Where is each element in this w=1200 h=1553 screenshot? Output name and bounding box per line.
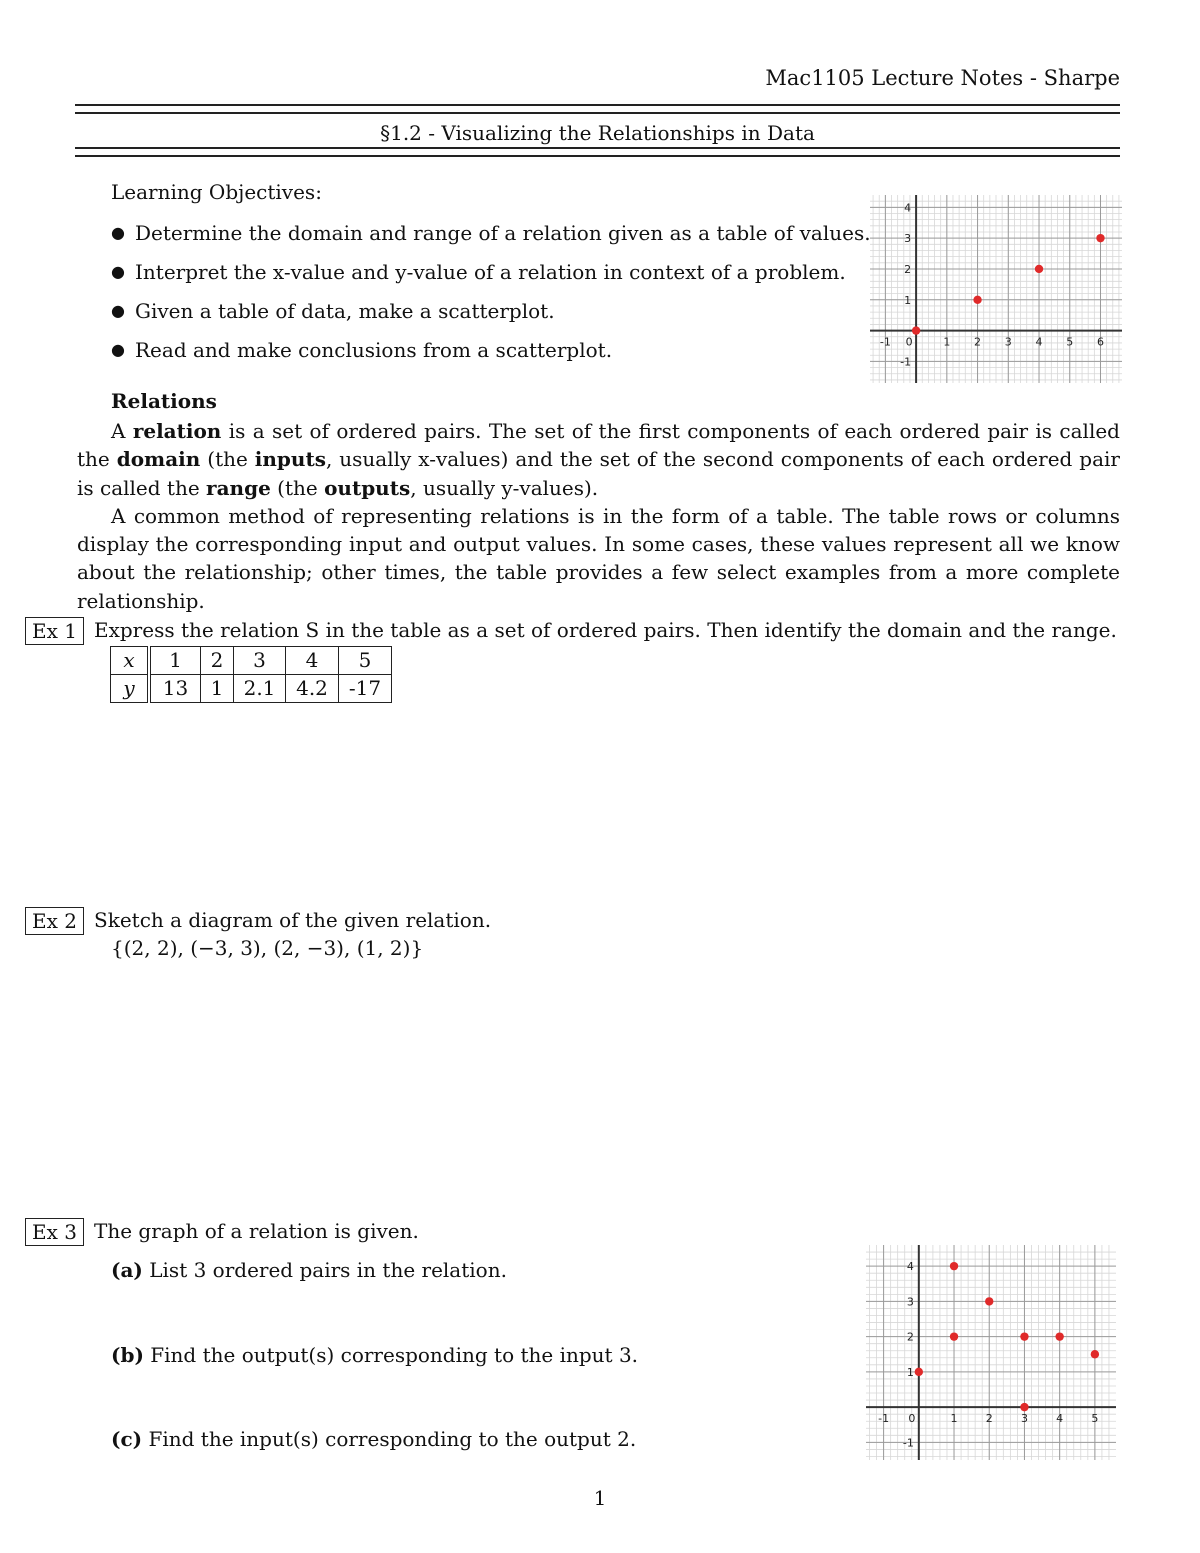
scatterplot-ex3 (866, 1245, 1116, 1460)
x-tick-label: 1 (950, 1412, 958, 1426)
rule (75, 104, 1120, 106)
relations-text (77, 417, 1120, 615)
y-tick-label: 3 (906, 1295, 914, 1309)
y-tick-label: 2 (906, 1330, 914, 1344)
y-tick-label: 4 (906, 1260, 914, 1274)
x-tick-label: 1 (943, 335, 951, 349)
objectives-list (111, 218, 871, 374)
y-tick-label: -1 (902, 1436, 914, 1450)
y-tick-label: 4 (904, 201, 912, 215)
ex2-set: {(2, 2), (−3, 3), (2, −3), (1, 2)} (111, 936, 424, 960)
section-title: §1.2 - Visualizing the Relationships in Data (380, 121, 815, 145)
x-tick-label: 6 (1096, 335, 1104, 349)
x-tick-label: 0 (908, 1412, 916, 1426)
data-point (950, 1262, 958, 1270)
y-tick-label: -1 (900, 355, 912, 369)
table-cell: y (111, 675, 150, 703)
data-point (1035, 265, 1043, 273)
x-tick-label: 3 (1020, 1412, 1028, 1426)
table-cell: 2 (201, 647, 234, 675)
ex3-label: Ex 3 (25, 1218, 84, 1246)
relation-definition: A relation is a set of ordered pairs. The set of the first components of each ordered pair is called the domain (the inputs, usually x-values) and the set of the second components of each ordered pair is called the range (the outputs, usually y-values). (77, 419, 1120, 500)
table-cell: 1 (201, 675, 234, 703)
bullet-icon: ● (111, 340, 125, 359)
ex3-part-b: (b) Find the output(s) corresponding to the input 3. (111, 1343, 639, 1367)
ex1-table (110, 646, 392, 703)
table-cell: 2.1 (234, 675, 286, 703)
rule (75, 112, 1120, 114)
data-point (973, 296, 981, 304)
table-cell: 4 (286, 647, 339, 675)
ex3-text: The graph of a relation is given. (94, 1219, 419, 1243)
table-cell: -17 (339, 675, 392, 703)
ex3-part-a: (a) List 3 ordered pairs in the relation. (111, 1258, 507, 1282)
list-item: ● Determine the domain and range of a relation given as a table of values. (111, 218, 871, 257)
list-item: ● Given a table of data, make a scatterplot. (111, 296, 871, 335)
table-cell: 5 (339, 647, 392, 675)
y-tick-label: 2 (904, 262, 912, 276)
ex2-text: Sketch a diagram of the given relation. (94, 908, 492, 932)
table-cell: x (111, 647, 150, 675)
page-number: 1 (593, 1486, 607, 1510)
list-item: ● Interpret the x-value and y-value of a relation in context of a problem. (111, 257, 871, 296)
list-item: ● Read and make conclusions from a scatterplot. (111, 335, 871, 374)
data-point (1055, 1332, 1063, 1340)
data-point (985, 1297, 993, 1305)
data-point (912, 326, 920, 334)
x-tick-label: -1 (879, 335, 891, 349)
data-point (1020, 1332, 1028, 1340)
y-tick-label: 3 (904, 232, 912, 246)
ex3-part-c: (c) Find the input(s) corresponding to the output 2. (111, 1427, 637, 1451)
running-header: Mac1105 Lecture Notes - Sharpe (765, 66, 1120, 90)
relation-table-paragraph: A common method of representing relations is in the form of a table. The table rows or columns display the corresponding input and output values. In some cases, these values represent all we know about the relationship; other times, the table provides a few select examples from a more complete relationship. (77, 503, 1120, 613)
x-tick-label: 2 (985, 1412, 993, 1426)
table-cell: 13 (149, 675, 201, 703)
data-point (1091, 1350, 1099, 1358)
ex2-label: Ex 2 (25, 907, 84, 935)
x-tick-label: 5 (1066, 335, 1074, 349)
table-row (111, 647, 392, 675)
x-tick-label: 5 (1091, 1412, 1099, 1426)
data-point (915, 1368, 923, 1376)
table-cell: 4.2 (286, 675, 339, 703)
objectives-heading: Learning Objectives: (111, 180, 322, 204)
table-cell: 3 (234, 647, 286, 675)
x-tick-label: 2 (974, 335, 982, 349)
data-point (950, 1332, 958, 1340)
x-tick-label: 4 (1056, 1412, 1064, 1426)
data-point (1020, 1403, 1028, 1411)
x-tick-label: -1 (878, 1412, 890, 1426)
bullet-icon: ● (111, 301, 125, 320)
bullet-icon: ● (111, 262, 125, 281)
x-tick-label: 3 (1004, 335, 1012, 349)
x-tick-label: 0 (905, 335, 913, 349)
x-tick-label: 4 (1035, 335, 1043, 349)
y-tick-label: 1 (904, 293, 912, 307)
ex1-label: Ex 1 (25, 617, 84, 645)
ex1-text: Express the relation S in the table as a set of ordered pairs. Then identify the domain and the range. (94, 618, 1117, 642)
table-row (111, 675, 392, 703)
y-tick-label: 1 (906, 1365, 914, 1379)
scatterplot-objectives (870, 195, 1122, 383)
relations-heading: Relations (111, 389, 217, 413)
bullet-icon: ● (111, 223, 125, 242)
table-cell: 1 (149, 647, 201, 675)
data-point (1096, 234, 1104, 242)
rule (75, 155, 1120, 157)
rule (75, 147, 1120, 149)
